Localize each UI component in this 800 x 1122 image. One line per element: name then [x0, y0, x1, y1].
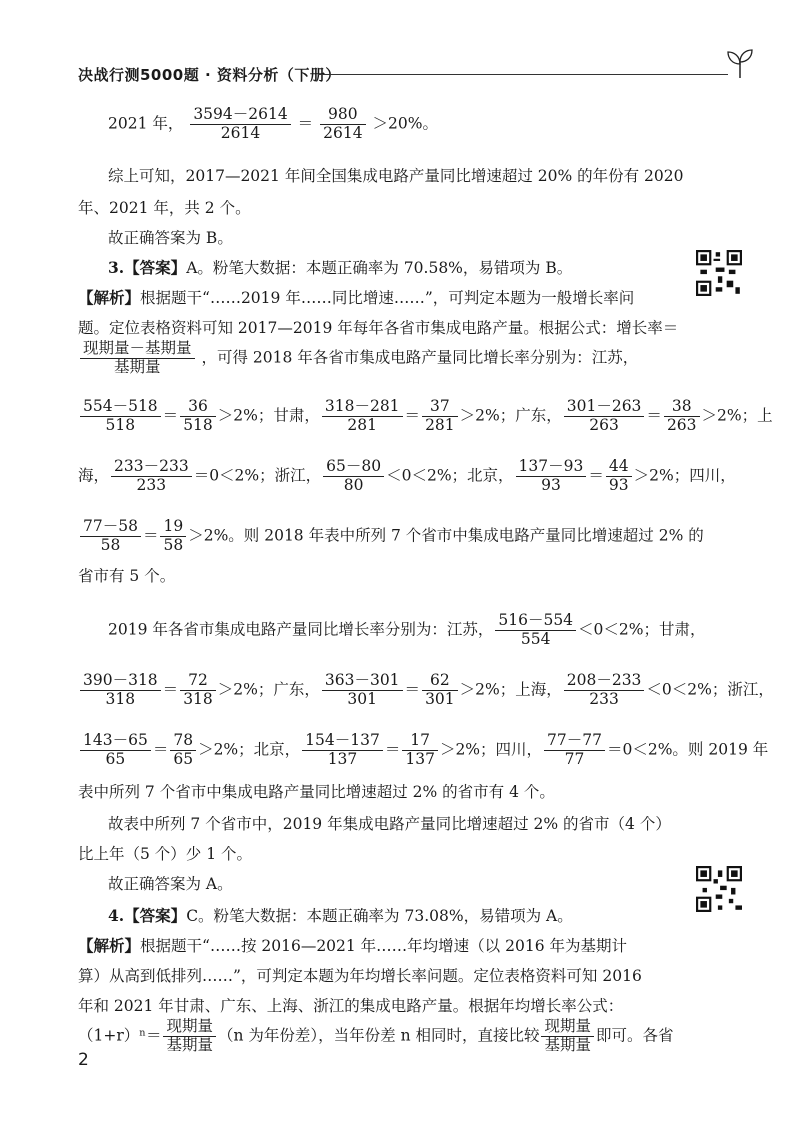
- text-line: 故正确答案为 B。: [108, 229, 233, 247]
- text-line: 故正确答案为 A。: [108, 875, 233, 893]
- text-line: 算）从高到低排列……”，可判定本题为年均增长率问题。定位表格资料可知 2016: [78, 967, 642, 985]
- fraction: $\frac{554-518}{518}$: [80, 398, 161, 435]
- fraction: $\frac{77-58}{58}$: [80, 518, 141, 555]
- formula-text: ＜0＜2%；甘肃，: [578, 620, 706, 639]
- header-title: 决战行测5000题 · 资料分析（下册）: [78, 66, 341, 84]
- answer-line: 4.【答案】C。粉笔大数据：本题正确率为 73.08%，易错项为 A。: [108, 906, 573, 925]
- fraction: $\frac{363-301}{301}$: [322, 672, 403, 709]
- text-line: 年和 2021 年甘肃、广东、上海、浙江的集成电路产量。根据年均增长率公式：: [78, 997, 624, 1015]
- text-line: $\frac{\text{现期量－基期量}}{\text{基期量}}$ ，可得 2018 年各省市集成电路产量同比增长率分别为：江苏，: [78, 340, 638, 377]
- text-line: 比上年（5 个）少 1 个。: [78, 845, 253, 863]
- formula-text: 2019 年各省市集成电路产量同比增长率分别为：江苏，: [108, 620, 494, 639]
- formula-row: [78, 1018, 674, 1055]
- qr-code-icon[interactable]: [696, 866, 742, 912]
- formula-text: ＝: [162, 406, 179, 425]
- qr-code-icon[interactable]: [696, 250, 742, 296]
- formula-text: ＝: [404, 680, 421, 699]
- formula-row: [78, 732, 768, 769]
- text-line: 综上可知，2017—2021 年间全国集成电路产量同比增速超过 20% 的年份有 2020: [108, 167, 684, 185]
- fraction: $\frac{390-318}{318}$: [80, 672, 161, 709]
- formula-text: （n 为年份差），当年份差 n 相同时，直接比较: [217, 1026, 540, 1045]
- formula-text: ＞2%。则 2018 年表中所列 7 个省市中集成电路产量同比增速超过 2% 的: [188, 526, 704, 545]
- fraction: $\frac{143-65}{65}$: [80, 732, 151, 769]
- formula-text: ＝: [162, 680, 179, 699]
- fraction: $\frac{3594-2614}{2614}$: [190, 106, 290, 143]
- formula-text: ＝: [404, 406, 421, 425]
- fraction: $\frac{154-137}{137}$: [302, 732, 383, 769]
- formula-row: [78, 398, 773, 435]
- text-line: 表中所列 7 个省市中集成电路产量同比增速超过 2% 的省市有 4 个。: [78, 783, 555, 801]
- fraction: $\frac{36}{518}$: [180, 398, 216, 435]
- formula-text: ＞2%；上海，: [459, 680, 562, 699]
- formula-text: ＞2%；上: [701, 406, 773, 425]
- analysis-line: 【解析】根据题干“……2019 年……同比增速……”，可判定本题为一般增长率问: [78, 288, 635, 307]
- fraction: $\frac{19}{58}$: [160, 518, 186, 555]
- page-number: 2: [78, 1050, 89, 1070]
- formula-text: ＞2%；北京，: [198, 740, 301, 759]
- fraction: $\frac{137-93}{93}$: [516, 458, 587, 495]
- sprout-icon: [722, 44, 758, 80]
- formula-text: 即可。各省: [596, 1026, 674, 1045]
- formula-row: [78, 458, 736, 495]
- fraction: $\frac{208-233}{233}$: [564, 672, 645, 709]
- fraction: $\frac{\text{现期量－基期量}}{\text{基期量}}$: [80, 340, 195, 377]
- text-line: 年、2021 年，共 2 个。: [78, 199, 251, 217]
- text-line: 故表中所列 7 个省市中，2019 年集成电路产量同比增速超过 2% 的省市（4 个）: [108, 815, 671, 833]
- formula-text: 海，: [78, 466, 110, 485]
- fraction: $\frac{980}{2614}$: [320, 106, 365, 143]
- formula-text: ＞2%；广东，: [217, 680, 320, 699]
- text-line: 题。定位表格资料可知 2017—2019 年每年各省市集成电路产量。根据公式：增长率＝: [78, 319, 679, 337]
- formula-text: ＝: [152, 740, 169, 759]
- text-line: 2021 年， $\frac{3594-2614}{2614}$ ＝ $\frac{980}{2614}$ ＞20%。: [108, 105, 438, 142]
- formula-row: [78, 518, 704, 555]
- fraction: $\frac{77-77}{77}$: [544, 732, 605, 769]
- formula-text: ＞2%；甘肃，: [217, 406, 320, 425]
- header-rule: [318, 74, 728, 75]
- fraction: $\frac{62}{301}$: [422, 672, 458, 709]
- answer-line: 3.【答案】A。粉笔大数据：本题正确率为 70.58%，易错项为 B。: [108, 258, 573, 277]
- formula-text: ＝: [588, 466, 604, 485]
- fraction: $\frac{72}{318}$: [180, 672, 216, 709]
- formula-text: （1+r）ⁿ＝: [78, 1026, 162, 1045]
- fraction: $\frac{65-80}{80}$: [323, 458, 384, 495]
- formula-text: ＞2%；四川，: [439, 740, 543, 759]
- fraction: $\frac{17}{137}$: [402, 732, 438, 769]
- formula-text: ＝: [142, 526, 159, 545]
- analysis-line: 【解析】根据题干“……按 2016—2021 年……年均增速（以 2016 年为基期计: [78, 936, 627, 955]
- fraction: $\frac{37}{281}$: [422, 398, 458, 435]
- formula-text: ＞2%；广东，: [459, 406, 562, 425]
- fraction: $\frac{233-233}{233}$: [111, 458, 192, 495]
- formula-text: ＝: [384, 740, 401, 759]
- formula-text: ＝0＜2%。则 2019 年: [606, 740, 769, 759]
- formula-text: ＜0＜2%；浙江，: [646, 680, 774, 699]
- fraction: $\frac{\text{现期量}}{\text{基期量}}$: [163, 1018, 216, 1055]
- formula-row: [108, 612, 706, 649]
- formula-text: ＞2%；四川，: [633, 466, 736, 485]
- fraction: $\frac{516-554}{554}$: [495, 612, 576, 649]
- text-line: 省市有 5 个。: [78, 567, 176, 585]
- formula-row: [78, 672, 774, 709]
- formula-text: ＜0＜2%；北京，: [386, 466, 514, 485]
- fraction: $\frac{301-263}{263}$: [564, 398, 645, 435]
- fraction: $\frac{44}{93}$: [606, 458, 632, 495]
- fraction: $\frac{\text{现期量}}{\text{基期量}}$: [541, 1018, 594, 1055]
- formula-text: ＝: [646, 406, 662, 425]
- fraction: $\frac{78}{65}$: [170, 732, 196, 769]
- fraction: $\frac{318-281}{281}$: [322, 398, 403, 435]
- formula-text: ＝0＜2%；浙江，: [193, 466, 322, 485]
- fraction: $\frac{38}{263}$: [664, 398, 700, 435]
